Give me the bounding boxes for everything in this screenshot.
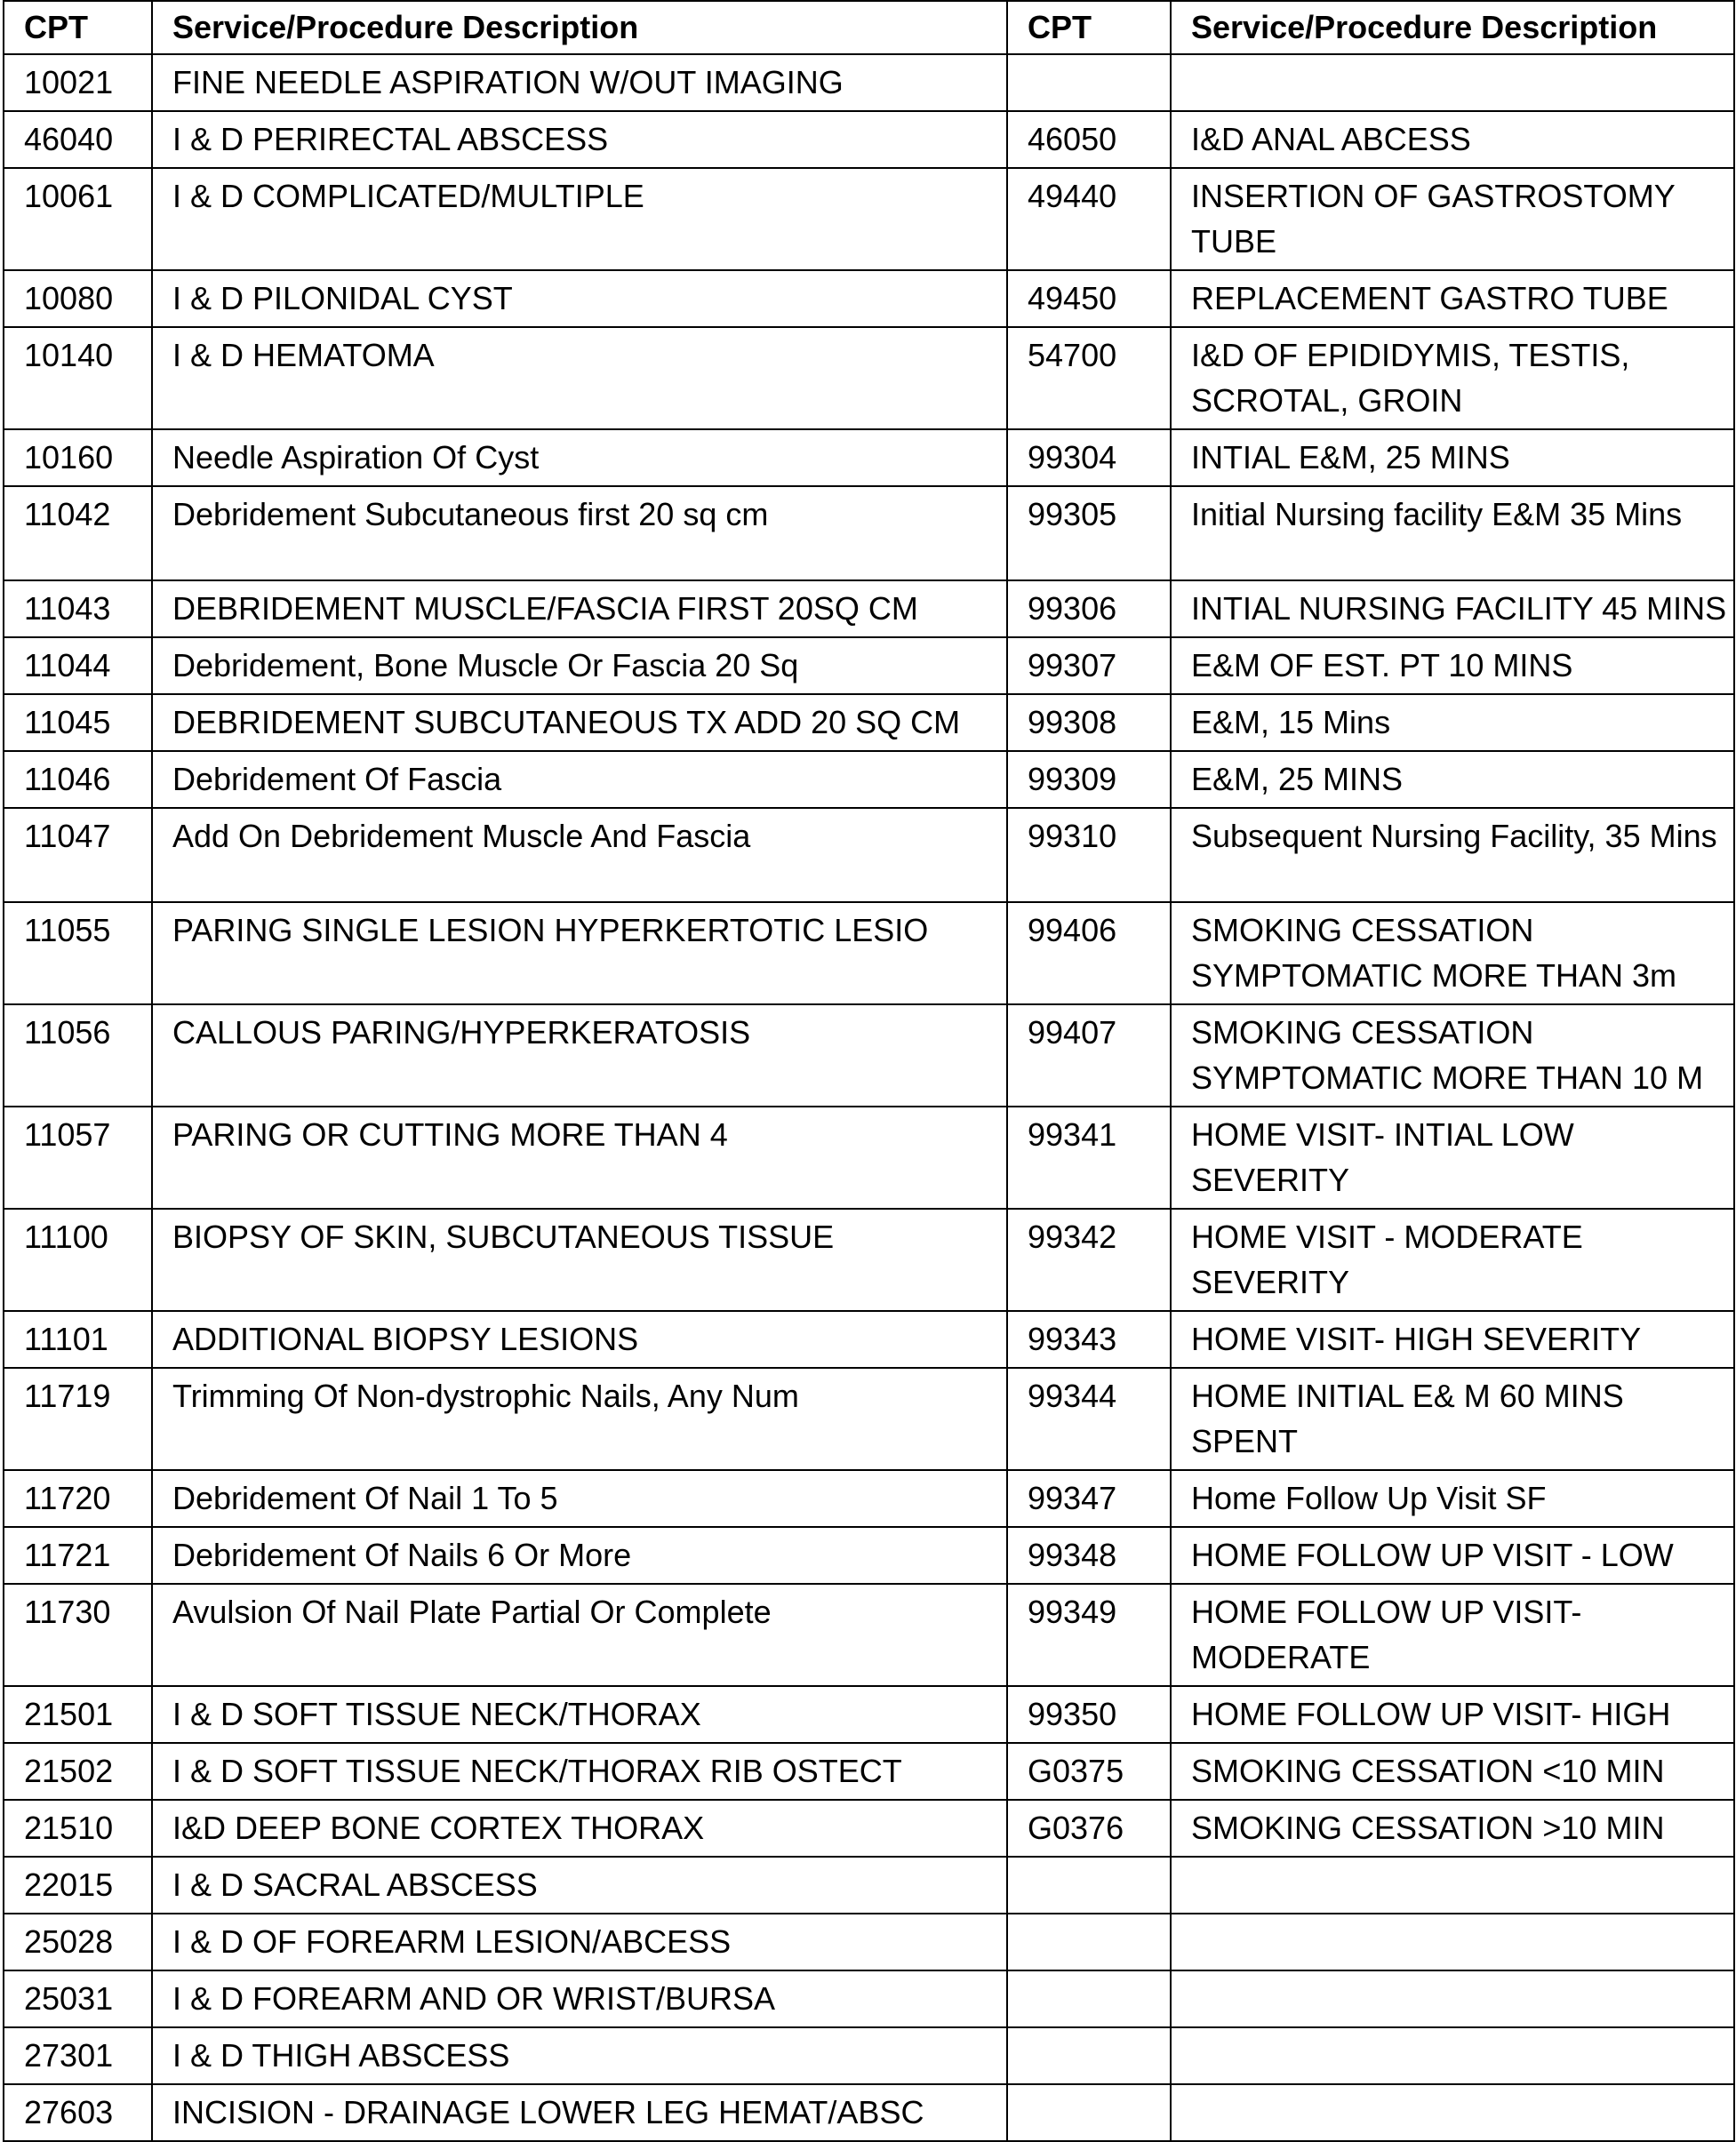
description-right: E&M, 15 Mins bbox=[1171, 694, 1734, 751]
cpt-code-right bbox=[1007, 2027, 1171, 2084]
cpt-code-right bbox=[1007, 1857, 1171, 1914]
table-row bbox=[4, 111, 1734, 168]
header-description-right: Service/Procedure Description bbox=[1171, 1, 1734, 54]
description-left: CALLOUS PARING/HYPERKERATOSIS bbox=[152, 1004, 1007, 1107]
description-right: SMOKING CESSATION <10 MIN bbox=[1171, 1743, 1734, 1800]
cpt-code-right: 99307 bbox=[1007, 637, 1171, 694]
cpt-code-left: 11057 bbox=[4, 1107, 152, 1209]
description-right: SMOKING CESSATION SYMPTOMATIC MORE THAN 10 M bbox=[1171, 1004, 1734, 1107]
cpt-code-right: 99341 bbox=[1007, 1107, 1171, 1209]
cpt-code-right: 99407 bbox=[1007, 1004, 1171, 1107]
description-right: INTIAL NURSING FACILITY 45 MINS bbox=[1171, 580, 1734, 637]
cpt-code-right: 99348 bbox=[1007, 1527, 1171, 1584]
table-row bbox=[4, 429, 1734, 486]
description-left: INCISION - DRAINAGE LOWER LEG HEMAT/ABSC bbox=[152, 2084, 1007, 2141]
table-row bbox=[4, 902, 1734, 1004]
description-right: E&M, 25 MINS bbox=[1171, 751, 1734, 808]
cpt-code-left: 11056 bbox=[4, 1004, 152, 1107]
description-right: INTIAL E&M, 25 MINS bbox=[1171, 429, 1734, 486]
description-left: Trimming Of Non-dystrophic Nails, Any Num bbox=[152, 1368, 1007, 1470]
table-row bbox=[4, 2027, 1734, 2084]
cpt-code-left: 11721 bbox=[4, 1527, 152, 1584]
description-right: HOME FOLLOW UP VISIT- MODERATE bbox=[1171, 1584, 1734, 1686]
cpt-code-left: 11043 bbox=[4, 580, 152, 637]
description-left: Debridement, Bone Muscle Or Fascia 20 Sq bbox=[152, 637, 1007, 694]
description-right: Home Follow Up Visit SF bbox=[1171, 1470, 1734, 1527]
description-left: Avulsion Of Nail Plate Partial Or Complete bbox=[152, 1584, 1007, 1686]
cpt-code-right: 49450 bbox=[1007, 270, 1171, 327]
description-right bbox=[1171, 2027, 1734, 2084]
cpt-code-left: 11046 bbox=[4, 751, 152, 808]
description-left: I & D PERIRECTAL ABSCESS bbox=[152, 111, 1007, 168]
table-row bbox=[4, 1209, 1734, 1311]
cpt-code-left: 10140 bbox=[4, 327, 152, 429]
cpt-code-left: 27603 bbox=[4, 2084, 152, 2141]
cpt-code-left: 11055 bbox=[4, 902, 152, 1004]
table-row bbox=[4, 694, 1734, 751]
cpt-code-right: 54700 bbox=[1007, 327, 1171, 429]
description-left: Add On Debridement Muscle And Fascia bbox=[152, 808, 1007, 902]
cpt-code-left: 10021 bbox=[4, 54, 152, 111]
cpt-code-left: 11720 bbox=[4, 1470, 152, 1527]
cpt-code-right: 99343 bbox=[1007, 1311, 1171, 1368]
table-row bbox=[4, 1527, 1734, 1584]
cpt-code-right: 99308 bbox=[1007, 694, 1171, 751]
description-right: HOME FOLLOW UP VISIT - LOW bbox=[1171, 1527, 1734, 1584]
description-right bbox=[1171, 2084, 1734, 2141]
cpt-code-right: G0375 bbox=[1007, 1743, 1171, 1800]
cpt-code-table bbox=[3, 0, 1735, 2142]
description-left: Needle Aspiration Of Cyst bbox=[152, 429, 1007, 486]
description-right: INSERTION OF GASTROSTOMY TUBE bbox=[1171, 168, 1734, 270]
description-right: SMOKING CESSATION >10 MIN bbox=[1171, 1800, 1734, 1857]
table-row bbox=[4, 270, 1734, 327]
cpt-code-left: 22015 bbox=[4, 1857, 152, 1914]
cpt-code-right: 99309 bbox=[1007, 751, 1171, 808]
table-row bbox=[4, 1914, 1734, 1970]
cpt-code-left: 21510 bbox=[4, 1800, 152, 1857]
description-left: PARING OR CUTTING MORE THAN 4 bbox=[152, 1107, 1007, 1209]
table-row bbox=[4, 2084, 1734, 2141]
description-left: BIOPSY OF SKIN, SUBCUTANEOUS TISSUE bbox=[152, 1209, 1007, 1311]
description-right bbox=[1171, 1857, 1734, 1914]
table-header-row bbox=[4, 1, 1734, 54]
cpt-code-left: 25028 bbox=[4, 1914, 152, 1970]
description-left: I & D SOFT TISSUE NECK/THORAX bbox=[152, 1686, 1007, 1743]
table-row bbox=[4, 1311, 1734, 1368]
description-left: I & D COMPLICATED/MULTIPLE bbox=[152, 168, 1007, 270]
table-row bbox=[4, 1970, 1734, 2027]
header-cpt-right: CPT bbox=[1007, 1, 1171, 54]
table-row bbox=[4, 168, 1734, 270]
description-right: HOME VISIT- INTIAL LOW SEVERITY bbox=[1171, 1107, 1734, 1209]
description-left: I & D HEMATOMA bbox=[152, 327, 1007, 429]
cpt-code-left: 11100 bbox=[4, 1209, 152, 1311]
table-row bbox=[4, 1368, 1734, 1470]
description-left: Debridement Of Nail 1 To 5 bbox=[152, 1470, 1007, 1527]
cpt-code-right: 99349 bbox=[1007, 1584, 1171, 1686]
description-left: Debridement Subcutaneous first 20 sq cm bbox=[152, 486, 1007, 580]
cpt-code-right: 99342 bbox=[1007, 1209, 1171, 1311]
table-row bbox=[4, 637, 1734, 694]
cpt-code-right: 99347 bbox=[1007, 1470, 1171, 1527]
description-right: E&M OF EST. PT 10 MINS bbox=[1171, 637, 1734, 694]
cpt-code-left: 27301 bbox=[4, 2027, 152, 2084]
cpt-code-left: 11047 bbox=[4, 808, 152, 902]
description-left: I&D DEEP BONE CORTEX THORAX bbox=[152, 1800, 1007, 1857]
table-row bbox=[4, 808, 1734, 902]
description-left: ADDITIONAL BIOPSY LESIONS bbox=[152, 1311, 1007, 1368]
description-left: Debridement Of Fascia bbox=[152, 751, 1007, 808]
cpt-code-right bbox=[1007, 1970, 1171, 2027]
table-row bbox=[4, 1800, 1734, 1857]
cpt-code-right: 99305 bbox=[1007, 486, 1171, 580]
cpt-code-right: 99306 bbox=[1007, 580, 1171, 637]
description-left: I & D THIGH ABSCESS bbox=[152, 2027, 1007, 2084]
description-left: FINE NEEDLE ASPIRATION W/OUT IMAGING bbox=[152, 54, 1007, 111]
description-right: I&D ANAL ABCESS bbox=[1171, 111, 1734, 168]
description-left: I & D SACRAL ABSCESS bbox=[152, 1857, 1007, 1914]
table-row bbox=[4, 1857, 1734, 1914]
cpt-code-right: 99406 bbox=[1007, 902, 1171, 1004]
cpt-code-left: 10160 bbox=[4, 429, 152, 486]
table-row bbox=[4, 1107, 1734, 1209]
header-cpt-left: CPT bbox=[4, 1, 152, 54]
cpt-code-right bbox=[1007, 1914, 1171, 1970]
description-right: HOME FOLLOW UP VISIT- HIGH bbox=[1171, 1686, 1734, 1743]
description-left: Debridement Of Nails 6 Or More bbox=[152, 1527, 1007, 1584]
cpt-code-left: 11719 bbox=[4, 1368, 152, 1470]
table-row bbox=[4, 1686, 1734, 1743]
cpt-code-right: G0376 bbox=[1007, 1800, 1171, 1857]
description-right: SMOKING CESSATION SYMPTOMATIC MORE THAN 3m bbox=[1171, 902, 1734, 1004]
table-row bbox=[4, 1470, 1734, 1527]
cpt-code-left: 21501 bbox=[4, 1686, 152, 1743]
cpt-code-right: 99304 bbox=[1007, 429, 1171, 486]
table-row bbox=[4, 1004, 1734, 1107]
table-body bbox=[4, 54, 1734, 2141]
description-right: Initial Nursing facility E&M 35 Mins bbox=[1171, 486, 1734, 580]
cpt-code-left: 11101 bbox=[4, 1311, 152, 1368]
cpt-code-right: 46050 bbox=[1007, 111, 1171, 168]
description-right: HOME VISIT- HIGH SEVERITY bbox=[1171, 1311, 1734, 1368]
cpt-code-left: 11044 bbox=[4, 637, 152, 694]
table-row bbox=[4, 751, 1734, 808]
table-row bbox=[4, 486, 1734, 580]
description-right: REPLACEMENT GASTRO TUBE bbox=[1171, 270, 1734, 327]
description-right: HOME INITIAL E& M 60 MINS SPENT bbox=[1171, 1368, 1734, 1470]
description-right bbox=[1171, 1914, 1734, 1970]
cpt-code-right: 99350 bbox=[1007, 1686, 1171, 1743]
cpt-code-right: 99310 bbox=[1007, 808, 1171, 902]
cpt-code-left: 10061 bbox=[4, 168, 152, 270]
table-row bbox=[4, 1743, 1734, 1800]
description-right bbox=[1171, 1970, 1734, 2027]
table-row bbox=[4, 54, 1734, 111]
description-left: I & D OF FOREARM LESION/ABCESS bbox=[152, 1914, 1007, 1970]
description-left: PARING SINGLE LESION HYPERKERTOTIC LESIO bbox=[152, 902, 1007, 1004]
cpt-code-left: 11045 bbox=[4, 694, 152, 751]
description-left: I & D FOREARM AND OR WRIST/BURSA bbox=[152, 1970, 1007, 2027]
description-left: I & D SOFT TISSUE NECK/THORAX RIB OSTECT bbox=[152, 1743, 1007, 1800]
header-description-left: Service/Procedure Description bbox=[152, 1, 1007, 54]
table-row bbox=[4, 1584, 1734, 1686]
cpt-code-left: 11730 bbox=[4, 1584, 152, 1686]
cpt-code-right bbox=[1007, 54, 1171, 111]
description-right: Subsequent Nursing Facility, 35 Mins bbox=[1171, 808, 1734, 902]
cpt-code-left: 11042 bbox=[4, 486, 152, 580]
description-left: DEBRIDEMENT MUSCLE/FASCIA FIRST 20SQ CM bbox=[152, 580, 1007, 637]
cpt-code-left: 10080 bbox=[4, 270, 152, 327]
cpt-code-left: 25031 bbox=[4, 1970, 152, 2027]
cpt-code-right: 99344 bbox=[1007, 1368, 1171, 1470]
description-right bbox=[1171, 54, 1734, 111]
cpt-code-right: 49440 bbox=[1007, 168, 1171, 270]
description-left: I & D PILONIDAL CYST bbox=[152, 270, 1007, 327]
description-right: I&D OF EPIDIDYMIS, TESTIS, SCROTAL, GROIN bbox=[1171, 327, 1734, 429]
cpt-code-right bbox=[1007, 2084, 1171, 2141]
table-row bbox=[4, 580, 1734, 637]
description-right: HOME VISIT - MODERATE SEVERITY bbox=[1171, 1209, 1734, 1311]
description-left: DEBRIDEMENT SUBCUTANEOUS TX ADD 20 SQ CM bbox=[152, 694, 1007, 751]
cpt-code-left: 21502 bbox=[4, 1743, 152, 1800]
cpt-code-left: 46040 bbox=[4, 111, 152, 168]
table-row bbox=[4, 327, 1734, 429]
